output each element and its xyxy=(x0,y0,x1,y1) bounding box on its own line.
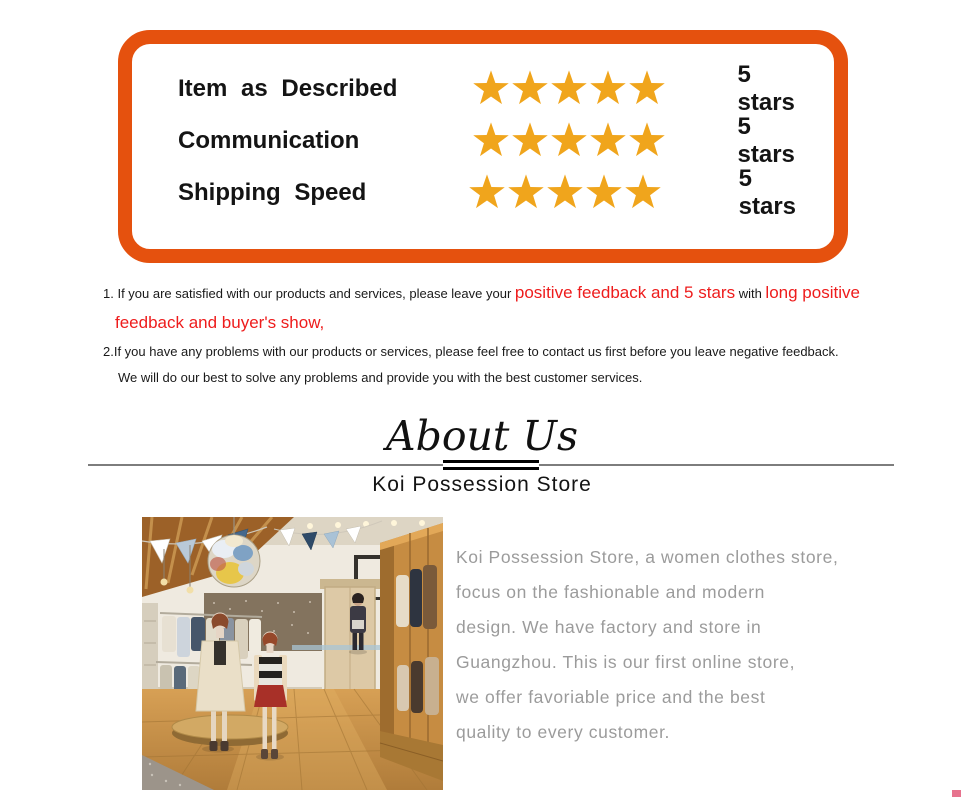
feedback-note-1-line-2 xyxy=(115,313,324,333)
note-text: We will do our best to solve any problems and provide you with the best customer services. xyxy=(118,370,643,385)
star-icon xyxy=(472,122,510,160)
store-description xyxy=(456,540,886,750)
heading-double-underline xyxy=(443,460,539,470)
note-text: 1. If you are satisfied with our products and services, please leave your xyxy=(103,286,515,301)
description-line: focus on the fashionable and modern xyxy=(456,582,765,602)
rating-label: Shipping Speed xyxy=(178,179,367,206)
star-icon xyxy=(550,122,588,160)
star-icon xyxy=(585,174,623,212)
star-rating-icons xyxy=(472,70,700,108)
description-line: Guangzhou. This is our first online store, xyxy=(456,652,796,672)
note-highlight: feedback and buyer's show, xyxy=(115,313,325,332)
star-icon xyxy=(472,70,510,108)
star-rating-icons xyxy=(468,174,693,212)
rating-value: 5 stars xyxy=(737,61,795,116)
star-icon xyxy=(624,174,662,212)
feedback-note-1-line-1 xyxy=(103,283,860,303)
star-icon xyxy=(589,122,627,160)
feedback-rating-box xyxy=(118,30,848,263)
star-icon xyxy=(468,174,506,212)
rating-value: 5 stars xyxy=(738,165,797,220)
description-line: quality to every customer. xyxy=(456,722,671,742)
note-highlight: positive feedback and 5 stars xyxy=(514,283,736,302)
rating-value: 5 stars xyxy=(737,113,795,168)
description-line: Koi Possession Store, a women clothes store, xyxy=(456,547,839,567)
note-text: with xyxy=(735,286,766,301)
store-interior-photo xyxy=(142,517,443,790)
star-icon xyxy=(511,70,549,108)
star-icon xyxy=(628,122,666,160)
rating-row-shipping-speed xyxy=(178,167,824,219)
star-icon xyxy=(546,174,584,212)
star-icon xyxy=(628,70,666,108)
star-icon xyxy=(550,70,588,108)
rating-row-communication xyxy=(178,115,824,167)
star-rating-icons xyxy=(472,122,700,160)
corner-artifact xyxy=(952,790,961,797)
note-text: 2.If you have any problems with our products or services, please feel free to contact us first before you leave negative feedback. xyxy=(103,344,839,359)
note-highlight: long positive xyxy=(765,283,860,302)
about-us-heading: About Us xyxy=(385,412,579,460)
feedback-note-2-line-2 xyxy=(118,370,642,385)
description-line: we offer favoriable price and the best xyxy=(456,687,766,707)
description-line: design. We have factory and store in xyxy=(456,617,762,637)
star-icon xyxy=(511,122,549,160)
star-icon xyxy=(507,174,545,212)
rating-label: Item as Described xyxy=(178,75,398,102)
feedback-note-2-line-1 xyxy=(103,344,839,359)
store-name: Koi Possession Store xyxy=(372,473,592,496)
star-icon xyxy=(589,70,627,108)
rating-row-item-as-described xyxy=(178,63,824,115)
rating-label: Communication xyxy=(178,127,360,154)
